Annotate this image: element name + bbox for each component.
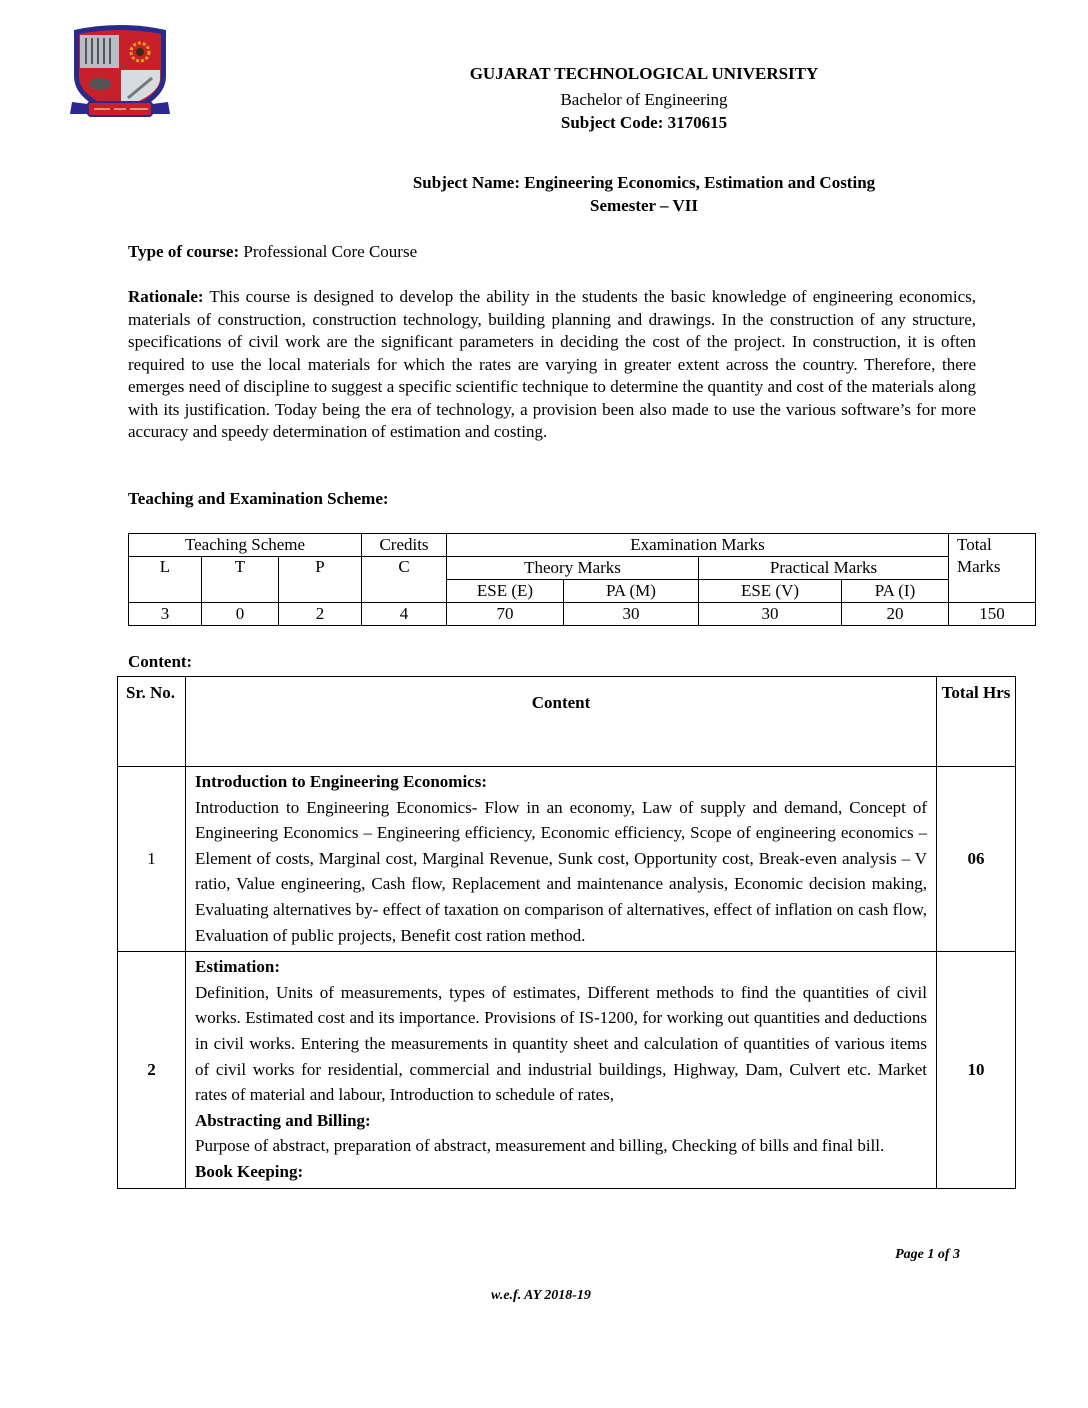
value-ese-v: 30 (699, 603, 842, 626)
rationale-label: Rationale: (128, 287, 204, 306)
header-exam-marks: Examination Marks (447, 534, 949, 557)
row-subheading: Abstracting and Billing: (195, 1110, 371, 1130)
header-credits: Credits (362, 534, 447, 557)
value-total: 150 (949, 603, 1036, 626)
scheme-title: Teaching and Examination Scheme: (128, 489, 389, 508)
value-T: 0 (202, 603, 279, 626)
header-L: L (129, 557, 202, 603)
header-total-hrs: Total Hrs (937, 677, 1016, 767)
header-pa-i: PA (I) (842, 580, 949, 603)
course-type-label: Type of course: (128, 242, 240, 261)
row-sr: 1 (118, 767, 186, 952)
header-theory-marks: Theory Marks (447, 557, 699, 580)
header-C: C (362, 557, 447, 603)
course-type (128, 241, 976, 264)
row-text: Definition, Units of measurements, types of estimates, Different methods to find the quantities of civil works. Estimated cost and its importance. Provisions of IS-1200, for working out quantities and deductions in civil works. Entering the measurements in quantity sheet and calculation of quantities of various items of civil works for residential, commercial and industrial buildings, Highway, Dam, Culvert etc. Market rates of material and labour, Introduction to schedule of rates, (195, 982, 927, 1105)
value-ese-e: 70 (447, 603, 564, 626)
rationale (128, 286, 976, 444)
value-pa-m: 30 (564, 603, 699, 626)
content-row-1 (118, 767, 1016, 952)
degree-name: Bachelor of Engineering (560, 90, 728, 109)
row-content (186, 952, 937, 1188)
scheme-values-row (129, 603, 1036, 626)
semester: Semester – VII (590, 196, 698, 215)
header-total-marks: Total Marks (949, 534, 1036, 603)
header-sr-no: Sr. No. (118, 677, 186, 767)
rationale-text: This course is designed to develop the ability in the students the basic knowledge of engineering economics, materials of construction, construction technology, building planning and drawings. In the construction of any structure, specifications of civil work are the significant parameters in deciding the cost of the project. In construction, it is often required to use the local materials for which the rates are varying in greater extent across the country. Therefore, there emerges need of discipline to suggest a specific scientific technique to determine the quantity and cost of the materials along with its justification. Today being the era of technology, a provision been also made to use the various software’s for more accuracy and speedy determination of estimation and costing. (128, 287, 976, 441)
header-ese-v: ESE (V) (699, 580, 842, 603)
content-title: Content: (128, 652, 193, 671)
header-practical-marks: Practical Marks (699, 557, 949, 580)
effective-from: w.e.f. AY 2018-19 (491, 1288, 591, 1303)
course-type-value: Professional Core Course (239, 242, 418, 261)
content-table (117, 676, 1016, 1189)
content-row-2 (118, 952, 1016, 1188)
row-heading: Introduction to Engineering Economics: (195, 772, 488, 791)
page-number: Page 1 of 3 (895, 1247, 960, 1262)
university-name: GUJARAT TECHNOLOGICAL UNIVERSITY (469, 64, 819, 83)
value-C: 4 (362, 603, 447, 626)
value-L: 3 (129, 603, 202, 626)
header-teaching-scheme: Teaching Scheme (129, 534, 362, 557)
value-P: 2 (279, 603, 362, 626)
header-ese-e: ESE (E) (447, 580, 564, 603)
header-content: Content (186, 677, 937, 767)
subject-name: Subject Name: Engineering Economics, Estimation and Costing (412, 173, 876, 192)
row-sr: 2 (118, 952, 186, 1188)
header-pa-m: PA (M) (564, 580, 699, 603)
row-subtext: Purpose of abstract, preparation of abstract, measurement and billing, Checking of bills and final bill. (195, 1136, 885, 1156)
scheme-table (128, 533, 1036, 626)
row-text: Introduction to Engineering Economics- Flow in an economy, Law of supply and demand, Concept of Engineering Economics – Engineering efficiency, Economic efficiency, Scope of engineering economics – Element of costs, Marginal cost, Marginal Revenue, Sunk cost, Opportunity cost, Break-even analysis – V ratio, Value engineering, Cash flow, Replacement and maintenance analysis, Economic decision making, Evaluating alternatives by- effect of taxation on comparison of alternatives, effect of inflation on cash flow, Evaluation of public projects, Benefit cost ration method. (195, 797, 927, 945)
row-content (186, 767, 937, 952)
header-P: P (279, 557, 362, 603)
row-subheading: Book Keeping: (195, 1161, 304, 1181)
header-T: T (202, 557, 279, 603)
row-hrs: 10 (937, 952, 1016, 1188)
row-heading: Estimation: (195, 957, 280, 977)
value-pa-i: 20 (842, 603, 949, 626)
row-hrs: 06 (937, 767, 1016, 952)
subject-code: Subject Code: 3170615 (560, 113, 728, 132)
